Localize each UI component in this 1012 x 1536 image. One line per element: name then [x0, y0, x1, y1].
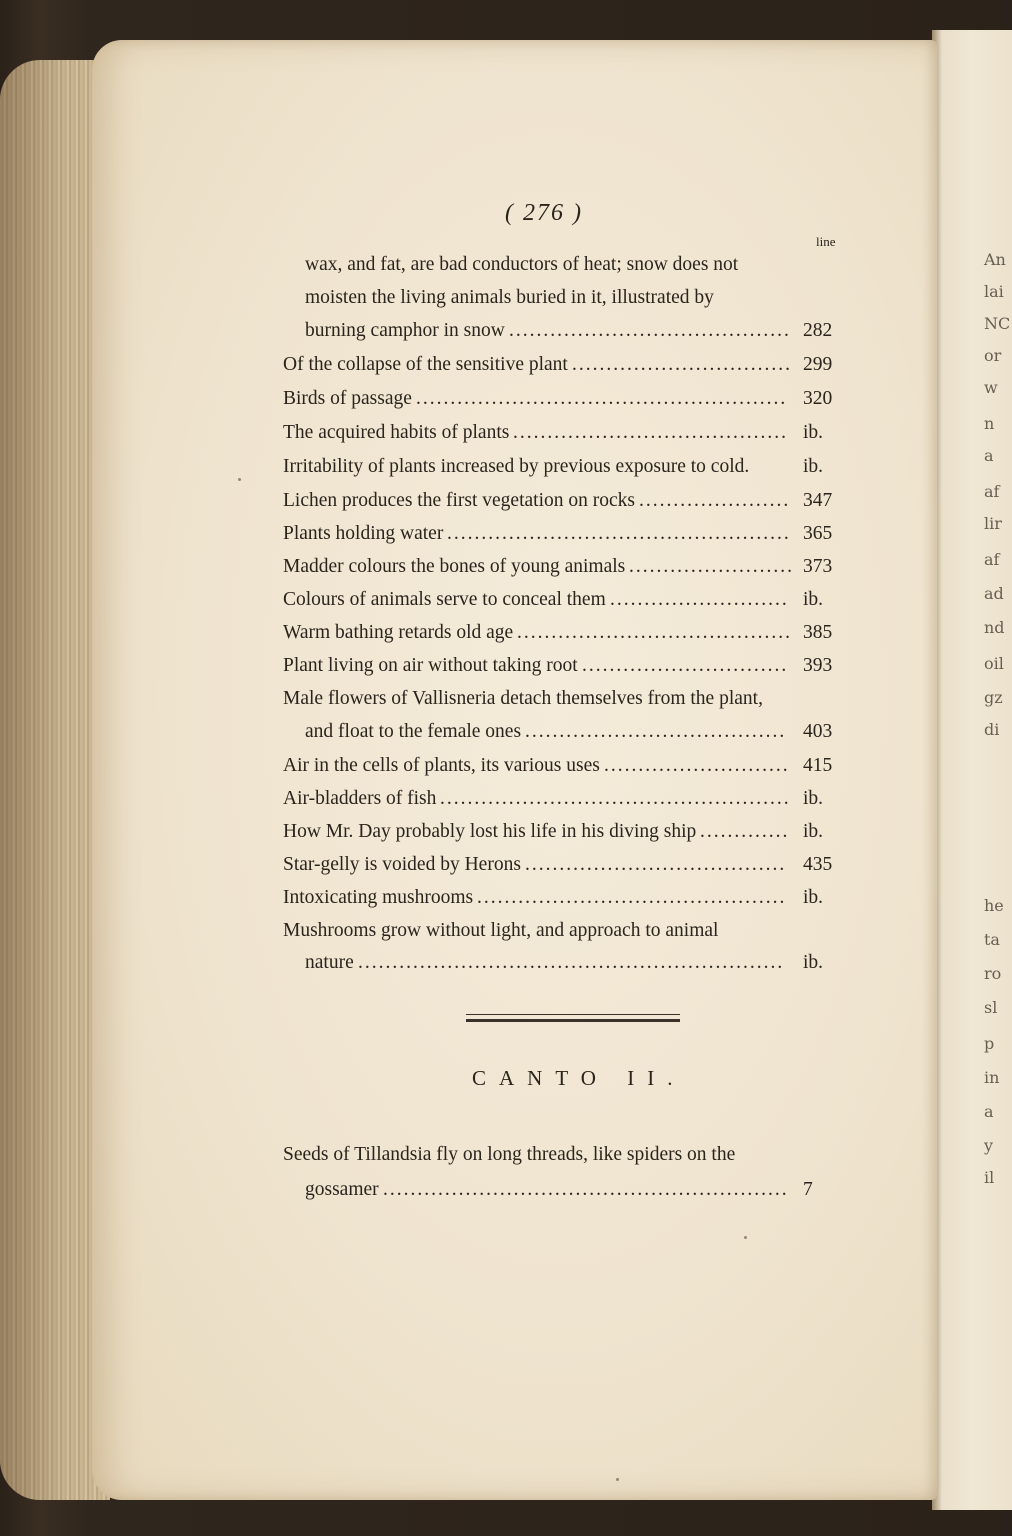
- entry-reference: 415: [803, 755, 833, 776]
- fragment: a: [984, 446, 994, 465]
- entry-text: nature: [305, 952, 354, 973]
- leader-dots: ........................................: [517, 622, 792, 643]
- fragment: lai: [984, 282, 1004, 301]
- fragment: ta: [984, 930, 1000, 949]
- entry-text: Plant living on air without taking root: [283, 655, 578, 676]
- entry-text: Of the collapse of the sensitive plant: [283, 354, 568, 375]
- index-entry: [283, 916, 853, 946]
- leader-dots: ..................................................: [447, 523, 791, 544]
- fragment: oil: [984, 654, 1004, 673]
- fragment: sl: [984, 998, 998, 1017]
- line-column-label: line: [816, 234, 836, 249]
- entry-text: Intoxicating mushrooms: [283, 887, 474, 908]
- fragment: NC: [984, 314, 1011, 333]
- entry-text: Plants holding water: [283, 523, 444, 544]
- leader-dots: ......................: [639, 490, 791, 511]
- entry-text: How Mr. Day probably lost his life in his diving ship: [283, 821, 697, 842]
- entry-reference: 282: [803, 320, 833, 341]
- fragment: in: [984, 1068, 1000, 1087]
- index-entry: [283, 618, 853, 648]
- index-entry: [283, 486, 853, 516]
- fragment: af: [984, 550, 1000, 569]
- section-divider-thick: [466, 1019, 680, 1022]
- leader-dots: .............: [700, 821, 790, 842]
- leader-dots: ......................................: [525, 854, 787, 875]
- index-entry: [283, 651, 853, 681]
- entry-text: Male flowers of Vallisneria detach themselves from the plant,: [283, 688, 763, 709]
- index-entry: [283, 751, 853, 781]
- entry-text: Air-bladders of fish: [283, 788, 437, 809]
- fragment: he: [984, 896, 1004, 915]
- entry-text: Star-gelly is voided by Herons: [283, 854, 521, 875]
- index-entry: [283, 1140, 853, 1170]
- index-entry: [283, 384, 853, 414]
- index-entry: [305, 717, 853, 747]
- paper-speck: [744, 1236, 747, 1239]
- entry-text: The acquired habits of plants: [283, 422, 510, 443]
- leader-dots: ........................................: [513, 422, 788, 443]
- fragment: nd: [984, 618, 1005, 637]
- entry-reference: 393: [803, 655, 833, 676]
- entry-reference: 435: [803, 854, 833, 875]
- fragment: ad: [984, 584, 1004, 603]
- index-entry: [305, 948, 853, 978]
- entry-reference: 373: [803, 556, 833, 577]
- entry-reference: ib.: [803, 589, 824, 610]
- entry-text: and float to the female ones: [305, 721, 522, 742]
- index-entry: [305, 283, 853, 313]
- index-entry: [283, 817, 853, 847]
- index-entry: [283, 684, 853, 714]
- index-entry: [305, 316, 853, 346]
- index-entry: [283, 418, 853, 448]
- entry-reference: 299: [803, 354, 833, 375]
- entry-text: Birds of passage: [283, 388, 412, 409]
- canto-heading: CANTO II.: [472, 1066, 686, 1090]
- fragment: di: [984, 720, 1000, 739]
- leader-dots: ...........................................................: [383, 1179, 789, 1200]
- entry-reference: ib.: [803, 952, 824, 973]
- entry-text: Madder colours the bones of young animals: [283, 556, 626, 577]
- leader-dots: ..............................................................: [358, 952, 785, 973]
- index-entry: [283, 552, 853, 582]
- index-entry: [283, 452, 853, 482]
- index-entry: [305, 1175, 853, 1205]
- entry-reference: ib.: [803, 887, 824, 908]
- index-entry: [283, 585, 853, 615]
- index-entry: [283, 784, 853, 814]
- entry-reference: 385: [803, 622, 833, 643]
- entry-text: Colours of animals serve to conceal them: [283, 589, 606, 610]
- leader-dots: ..............................: [582, 655, 789, 676]
- leader-dots: ........................: [629, 556, 794, 577]
- entry-text: wax, and fat, are bad conductors of heat; snow does not: [305, 254, 739, 275]
- fragment: gz: [984, 688, 1003, 707]
- fragment: p: [984, 1034, 995, 1053]
- entry-text: Warm bathing retards old age: [283, 622, 514, 643]
- fragment: An: [984, 250, 1006, 269]
- entry-reference: ib.: [803, 422, 824, 443]
- leader-dots: ......................................................: [416, 388, 788, 409]
- entry-text: moisten the living animals buried in it, illustrated by: [305, 287, 714, 308]
- paper-speck: [238, 478, 241, 481]
- leader-dots: ...................................................: [440, 788, 791, 809]
- entry-reference: 347: [803, 490, 833, 511]
- leader-dots: ................................: [572, 354, 792, 375]
- entry-text: Air in the cells of plants, its various uses: [283, 755, 600, 776]
- leader-dots: ......................................: [525, 721, 787, 742]
- entry-reference: ib.: [803, 456, 824, 477]
- fragment: n: [984, 414, 995, 433]
- entry-reference: 403: [803, 721, 833, 742]
- fragment: a: [984, 1102, 994, 1121]
- leader-dots: .............................................: [477, 887, 787, 908]
- fragment: w: [984, 378, 998, 397]
- section-divider-thin: [466, 1014, 680, 1015]
- entry-reference: ib.: [803, 821, 824, 842]
- index-entry: [305, 250, 853, 280]
- entry-reference: 365: [803, 523, 833, 544]
- entry-reference: 7: [803, 1179, 813, 1200]
- fragment: lir: [984, 514, 1002, 533]
- fragment: il: [984, 1168, 995, 1187]
- entry-reference: ib.: [803, 788, 824, 809]
- index-entry: [283, 519, 853, 549]
- fragment: or: [984, 346, 1002, 365]
- entry-text: gossamer: [305, 1179, 379, 1200]
- fragment: y: [984, 1136, 994, 1155]
- paper-speck: [616, 1478, 619, 1481]
- leader-dots: .........................................: [509, 320, 791, 341]
- entry-text: Mushrooms grow without light, and approach to animal: [283, 920, 719, 941]
- entry-text: Seeds of Tillandsia fly on long threads, like spiders on the: [283, 1144, 736, 1165]
- fragment: ro: [984, 964, 1002, 983]
- index-entry: [283, 850, 853, 880]
- entry-text: Lichen produces the first vegetation on rocks: [283, 490, 635, 511]
- leader-dots: ..........................: [610, 589, 789, 610]
- leader-dots: ...........................: [604, 755, 790, 776]
- index-entry: [283, 350, 853, 380]
- page-number: ( 276 ): [505, 200, 583, 226]
- entry-text: Irritability of plants increased by previous exposure to cold.: [283, 456, 750, 477]
- index-entry: [283, 883, 853, 913]
- fragment: af: [984, 482, 1000, 501]
- entry-text: burning camphor in snow: [305, 320, 505, 341]
- entry-reference: 320: [803, 388, 833, 409]
